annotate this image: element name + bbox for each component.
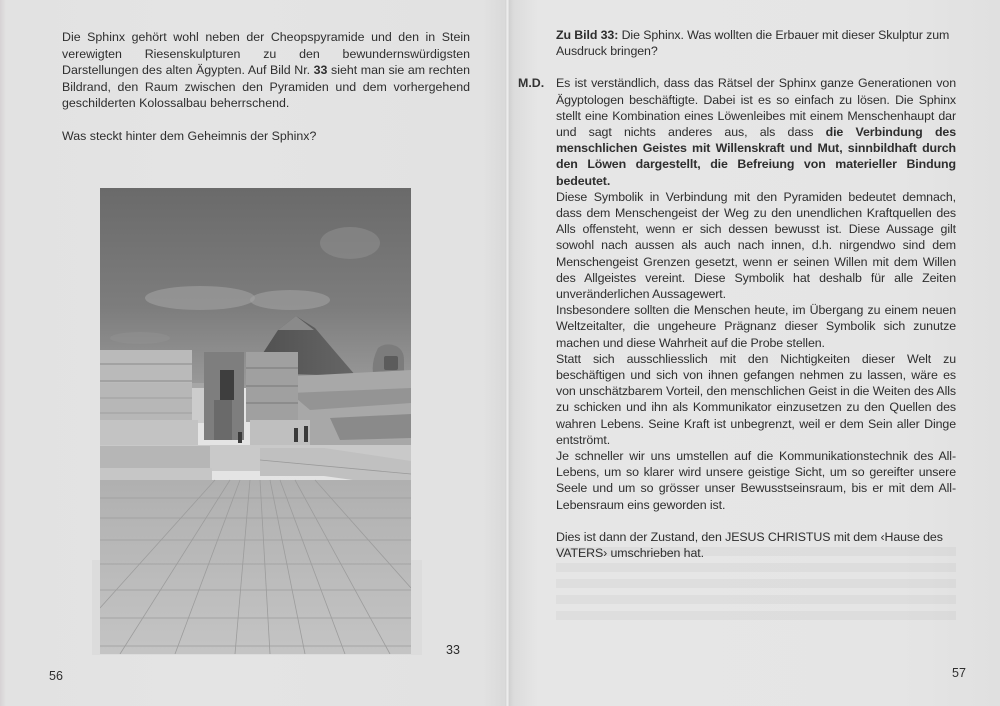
intro-text-start: Die Sphinx gehört wohl neben der Cheopspyramide und den in Stein verewigten Riesenskulpturen zu den bewundernswürdigsten Darstellungen des alten Ägypten. Auf Bild Nr. <box>62 30 470 77</box>
cloud <box>320 227 380 259</box>
page-number-left: 56 <box>49 669 63 683</box>
commentary-paragraph: Statt sich ausschliesslich mit den Nichtigkeiten dieser Welt zu beschäftigen und sich von ihnen gefangen nehmen zu lassen, wäre es von unschätzbarem Vorteil, den menschlichen Geist in die Weiten des Alls zu schicken und ihn als Kommunikator einzusetzen zu den Quellen des wahren Lebens. Seine Kraft ist unbegrenzt, weil er dem Sein aller Dinge entströmt. <box>556 351 956 447</box>
left-page-text <box>62 29 470 144</box>
low-wall <box>100 420 198 445</box>
commentary-paragraph <box>556 75 956 188</box>
commentary-text <box>556 75 956 512</box>
gate-opening <box>220 370 234 400</box>
commentary-paragraph: Diese Symbolik in Verbindung mit den Pyramiden bedeutet demnach, dass dem Menschengeist der Weg zu den unendlichen Kraftquellen des Alls offensteht, wenn er sich dessen bewusst ist. Diese Aussage gilt sowohl nach aussen als auch nach innen, d.h. nirgendwo sind dem Menschengeist Grenzen gesetzt, wenn er seinen Willen mit dem Willen des Allgeistes vereint. Diese Symbolik hat deshalb für alle Zeiten unveränderlichen Aussagewert. <box>556 189 956 302</box>
figure-number: 33 <box>446 643 460 657</box>
cloud <box>145 286 255 310</box>
right-page-text <box>518 27 956 561</box>
closing-paragraph: Dies ist dann der Zustand, den JESUS CHRISTUS mit dem ‹Hause des VATERS› umschrieben hat. <box>556 529 943 561</box>
paragraph-text: Es ist verständlich, dass das Rätsel der Sphinx ganze Generationen von Ägyptologen beschäftigte. Dabei ist es so einfach zu lösen. Die Sphinx stellt eine Kombination eines Löwenleibes mit einem Menschenhaupt dar und sagt nichts anderes aus, als dass <box>556 76 956 140</box>
low-wall <box>250 420 310 445</box>
speaker-label: M.D. <box>518 76 545 91</box>
intro-paragraph <box>62 29 470 112</box>
terrace-step <box>100 468 212 480</box>
pavement <box>100 480 411 654</box>
cloud <box>110 332 170 344</box>
gate-passage <box>214 400 232 440</box>
figure-caption <box>556 27 956 59</box>
commentary-paragraph: Insbesondere sollten die Menschen heute, im Übergang zu einem neuen Weltzeitalter, die ungeheure Prägnanz dieser Symbolik sich zunutze machen und diese Wahrheit auf die Probe stellen. <box>556 303 956 350</box>
cloud <box>250 290 330 310</box>
page-number-right: 57 <box>952 666 966 680</box>
intro-text-end: sieht man sie am rechten Bildrand, den Raum zwischen den Pyramiden und dem vorhergehend geschilderten Kolossalbau beherrschend. <box>62 63 470 110</box>
rock-shadow <box>330 414 411 440</box>
person <box>238 432 242 443</box>
caption-label: Zu Bild 33: <box>556 28 619 42</box>
temple-wall-right <box>246 352 298 422</box>
book-gutter <box>505 0 510 706</box>
commentary-section <box>518 75 956 512</box>
figure-reference: 33 <box>313 63 328 77</box>
photo-illustration <box>100 188 411 654</box>
person <box>304 426 308 442</box>
caption-text: Die Sphinx. Was wollten die Erbauer mit dieser Skulptur zum Ausdruck bringen? <box>556 28 950 59</box>
sphinx-face <box>384 356 398 370</box>
commentary-paragraph: Je schneller wir uns umstellen auf die Kommunikationstechnik des All-Lebens, um so klarer wird unsere geistige Sicht, um so gereifter unsere Seele und um so grösser unser Bewusstseinsraum, bis er mit dem All-Lebensraum eins geworden ist. <box>556 449 956 512</box>
emphasized-text: die Verbindung des menschlichen Geistes mit Willenskraft und Mut, sinnbildhaft durch den Löwen dargestellt, die Befreiung von materieller Bindung bedeutet. <box>556 125 956 188</box>
wall-base <box>100 383 210 423</box>
sphinx-question: Was steckt hinter dem Geheimnis der Sphinx? <box>62 128 317 143</box>
terrace-left <box>100 446 210 468</box>
person <box>294 428 298 442</box>
sphinx-photograph <box>100 188 411 654</box>
